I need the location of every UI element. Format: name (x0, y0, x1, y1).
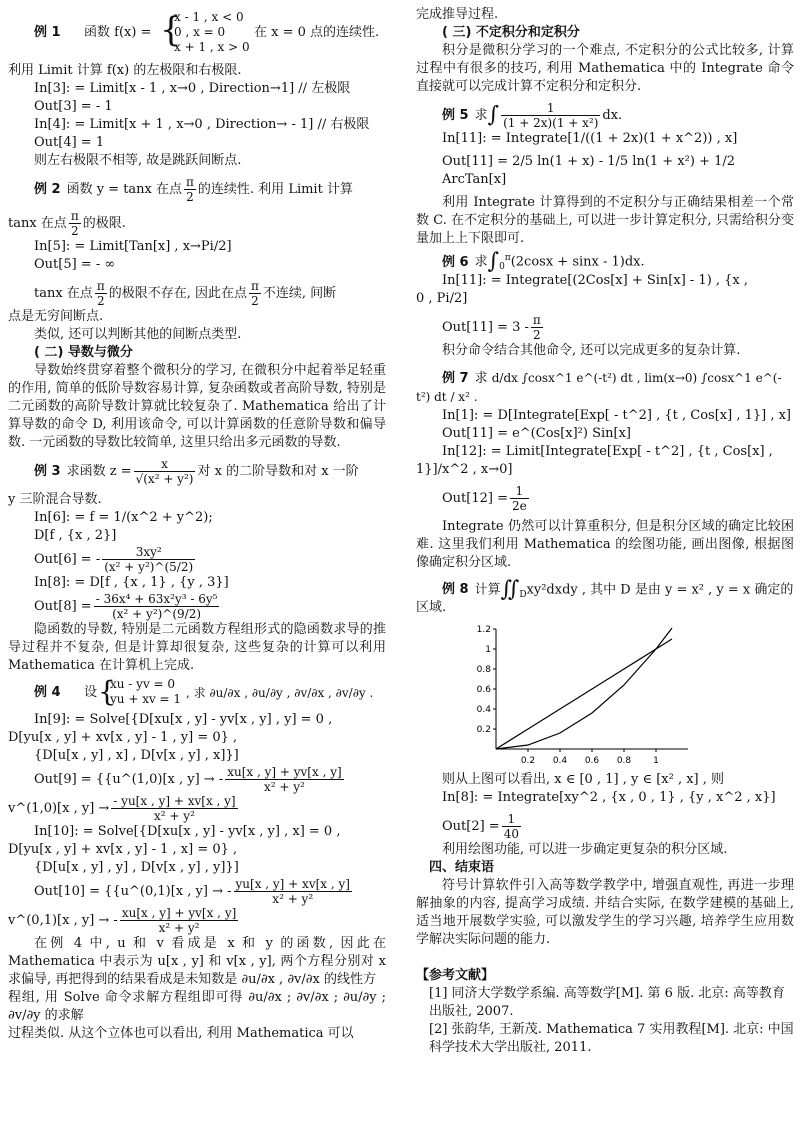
code-out-6 (8, 545, 386, 574)
y-tick-label-2: 0.6 (476, 685, 491, 695)
code-in-10b: D[yu[x , y] + xv[x , y] - 1 , x] = 0} , (8, 842, 238, 857)
system-cases (110, 677, 181, 707)
x-tick-label-0: 0.2 (520, 756, 536, 766)
example-1-line2: 利用 Limit 计算 f(x) 的左极限和右极限. (8, 63, 242, 78)
reference-2: [2] 张韵华, 王新茂. Mathematica 7 实用教程[M]. 北京: 中国科学技术大学出版社, 2011. (429, 1022, 794, 1055)
x-tick-label-4: 1 (653, 756, 659, 766)
example-2-l2b: 的极限. (82, 216, 126, 231)
out10a-label: Out[10] = {{u^(0,1)[x , y] → - (34, 884, 232, 899)
code-in-9b: D[yu[x , y] + xv[x , y] - 1 , y] = 0} , (8, 730, 238, 745)
x-tick-label-2: 0.6 (584, 756, 600, 766)
system-eq-2: yu + xv = 1 (110, 692, 182, 706)
piecewise-case-2: 0 , x = 0 (174, 25, 226, 39)
example-2-c2: 点是无穷间断点. (8, 309, 104, 324)
example-3-label: 例 3 (34, 464, 61, 479)
example-4-para3: 过程类似. 从这个立体也可以看出, 利用 Mathematica 可以 (8, 1026, 354, 1041)
section-2-title: ( 二) 导数与微分 (34, 345, 133, 360)
code-out-2 (416, 812, 794, 841)
code-in-8: In[8]: = D[f , {x , 1} , {y , 3}] (34, 575, 229, 590)
code-in-11a: In[11]: = Integrate[(2Cos[x] + Sin[x] - 1) , {x , (442, 272, 749, 288)
example-8-para: 利用绘图功能, 可以进一步确定更复杂的积分区域. (442, 842, 728, 857)
example-8-body: xy²dxdy , 其中 D 是由 y = x² , y = x 确定的 (526, 582, 794, 597)
limit-upper: π (504, 253, 511, 264)
code-out-9a (8, 765, 386, 794)
code-in-4: In[4]: = Limit[x + 1 , x→0 , Direction→ - 1] // 右极限 (34, 117, 370, 132)
pi-over-2: $\frac{\pi}{2}$ (96, 279, 105, 308)
out12-fraction: $\frac{1}{2e}$ (511, 483, 527, 513)
example-6-line (416, 249, 794, 274)
example-4-tail: , 求 ∂u/∂x , ∂u/∂y , ∂v/∂x , ∂v/∂y . (186, 686, 374, 700)
section-3-para: 积分是微积分学习的一个难点, 不定积分的公式比较多, 计算过程中有很多的技巧, 利用 Mathematica 中的 Integrate 命令直接就可以完成计算不定积分和定积分. (416, 43, 794, 94)
references-title: 【参考文献】 (416, 968, 495, 983)
example-5-label: 例 5 (442, 108, 469, 123)
out6-label: Out[6] = - (34, 552, 101, 567)
code-in-11: In[11]: = Integrate[1/((1 + 2x)(1 + x^2)) , x] (442, 131, 738, 146)
piecewise-case-3: x + 1 , x > 0 (174, 40, 250, 54)
continuation-text: 完成推导过程. (416, 7, 499, 22)
example-2-label: 例 2 (34, 182, 61, 197)
out8-fraction: $\frac{\text{- 36x⁴ + 63x²y³ - 6y⁵}}{\text{(x² + y²)\textasciicircum{}(9/2)}}$ (95, 592, 218, 621)
right-column (416, 6, 794, 1057)
example-1-tail: 在 x = 0 点的连续性. (254, 25, 380, 40)
code-in-9a: In[9]: = Solve[{D[xu[x , y] - yv[x , y] , y] = 0 , (34, 712, 333, 727)
code-in-11b: 0 , Pi/2] (416, 290, 468, 306)
y-tick-label-0: 0.2 (476, 725, 491, 735)
section-4-para: 符号计算软件引入高等数学教学中, 增强直观性, 再进一步理解抽象的内容, 提高学习成绩. 并结合实际, 在数学建模的基础上, 适当地开展数学实验, 可以激发学生的学习兴趣, 培养学生应用数学解决实际问题的能力. (416, 878, 794, 947)
example-6-label: 例 6 (442, 254, 469, 270)
region-d: D (519, 589, 527, 600)
integral-sign: ∫ (487, 102, 500, 128)
c1b: 的极限不存在, 因此在点 (108, 286, 247, 301)
x-tick-label-3: 0.8 (616, 756, 632, 766)
example-1 (8, 6, 386, 62)
example-6-lead: 求 (474, 254, 488, 270)
example-4-para1: 在例 4 中, u 和 v 看成是 x 和 y 的函数, 因此在 Mathematica 中表示为 u[x , y] 和 v[x , y], 两个方程分别对 x 求偏导, 再把得到的结果看成是未知数是 ∂u/∂x , ∂v/∂x 的线性方 (8, 936, 386, 987)
out12-label: Out[12] = (442, 490, 508, 506)
region-plot (466, 621, 696, 771)
example-4 (8, 675, 386, 711)
example-2-c3: 类似, 还可以判断其他的间断点类型. (34, 327, 242, 342)
example-6-para: 积分命令结合其他命令, 还可以完成更多的复杂计算. (442, 342, 741, 358)
c1a: tanx 在点 (34, 286, 93, 301)
y-tick-label-5: 1.2 (476, 625, 491, 635)
example-2-line1 (8, 175, 386, 204)
code-out-8 (8, 592, 386, 621)
example-8-label: 例 8 (442, 582, 469, 597)
out8-label: Out[8] = (34, 599, 92, 614)
example-5-para: 利用 Integrate 计算得到的不定积分与正确结果相差一个常数 C. 在不定积分的基础上, 可以进一步计算定积分, 只需给积分变量加上上下限即可. (416, 195, 794, 246)
code-in-1: In[1]: = D[Integrate[Exp[ - t^2] , {t , Cos[x] , 1}] , x] (442, 407, 792, 423)
limit-lower: 0 (499, 262, 505, 273)
example-7-lead: 求 (474, 370, 488, 386)
example-3-fraction: $\frac{x}{\text{√(x² + y²)}}$ (135, 457, 194, 486)
piecewise-brace: { (160, 10, 182, 50)
series-line-1 (496, 628, 672, 749)
out10b-label: v^(0,1)[x , y] → - (8, 913, 118, 928)
example-5-lead: 求 (474, 108, 488, 123)
example-3-lead: 求函数 z = (66, 464, 132, 479)
section-3-title: ( 三) 不定积分和定积分 (442, 25, 580, 40)
out9b-label: v^(1,0)[x , y] → (8, 801, 110, 816)
pi-over-2: $\frac{\pi}{2}$ (250, 279, 259, 308)
code-out-11-ex7: Out[11] = e^(Cos[x]²) Sin[x] (442, 425, 632, 441)
code-out-4: Out[4] = 1 (34, 135, 105, 150)
y-tick-label-3: 0.8 (476, 665, 491, 675)
code-in-8-ex8: In[8]: = Integrate[xy^2 , {x , 0 , 1} , {y , x^2 , x}] (442, 790, 776, 805)
example-3-tail: 对 x 的二阶导数和对 x 一阶 (197, 464, 359, 479)
code-in-3: In[3]: = Limit[x - 1 , x→0 , Direction→1] // 左极限 (34, 81, 351, 96)
pi-over-2: $\frac{\pi}{2}$ (532, 312, 541, 342)
example-8-lead: 计算 (474, 582, 501, 597)
example-7-line (416, 369, 794, 407)
code-in-6: In[6]: = f = 1/(x^2 + y^2); (34, 510, 213, 525)
code-in-6b: D[f , {x , 2}] (34, 528, 117, 543)
example-7-expr: d/dx ∫cosx^1 e^(-t²) dt , lim(x→0) ∫cosx^1 e^(-t²) dt / x² . (416, 370, 782, 404)
series-line-0 (496, 639, 672, 749)
example-7-label: 例 7 (442, 370, 469, 386)
example-8-line2: 区域. (416, 600, 447, 615)
example-7-para: Integrate 仍然可以计算重积分, 但是积分区域的确定比较困难. 这里我们利用 Mathematica 的绘图功能, 画出图像, 根据图像确定积分区域. (416, 518, 794, 570)
y-tick-label-4: 1 (485, 645, 491, 655)
x-tick-label-1: 0.4 (552, 756, 568, 766)
section-2-para: 导数始终贯穿着整个微积分的学习, 在微积分中起着举足轻重的作用, 简单的低阶导数容易计算, 复杂函数或者高阶导数, 特别是二元函数的高阶导数计算就比较复杂了. Mathematica 给出了计算导数的命令 D, 利用该命令, 可以计算函数的任意阶导数和偏导数. 一元函数的导数比较简单, 这里只给出多元函数的导数. (8, 363, 386, 450)
example-8-after: 则从上图可以看出, x ∈ [0 , 1] , y ∈ [x² , x] , 则 (442, 772, 725, 787)
example-2-tail: 的连续性. 利用 Limit 计算 (197, 182, 353, 197)
example-5-line (416, 101, 794, 130)
example-4-para2: 程组, 用 Solve 命令求解方程组即可得 ∂u/∂x ; ∂v/∂x ; ∂u/∂y ; ∂v/∂y 的求解 (8, 990, 386, 1023)
example-5-tail: dx. (602, 108, 623, 123)
example-2-line2 (8, 209, 386, 238)
y-tick-label-1: 0.4 (476, 705, 491, 715)
out10a-fraction: $\frac{yu[x , y] + xv[x , y]}{\text{x² + y²}}$ (235, 877, 350, 906)
out11-label: Out[11] = 3 - (442, 319, 529, 335)
code-in-10c: {D[u[x , y] , y] , D[v[x , y] , y]}] (34, 860, 239, 875)
example-1-conclusion: 则左右极限不相等, 故是跳跃间断点. (34, 153, 242, 168)
example-3-para: 隐函数的导数, 特别是二元函数方程组形式的隐函数求导的推导过程并不复杂, 但是计算却很复杂, 这些复杂的计算可以利用 Mathematica 在计算机上完成. (8, 622, 386, 673)
out6-fraction: $\frac{\text{3xy²}}{\text{(x² + y²)\textasciicircum{}(5/2)}}$ (104, 545, 194, 574)
integral-sign: ∫ (487, 249, 500, 274)
example-2-conclusion (8, 279, 386, 308)
example-1-lead: 函数 f(x) = (84, 25, 152, 40)
piecewise-cases (174, 10, 250, 55)
example-3-line2: y 三阶混合导数. (8, 492, 102, 507)
piecewise-case-1: x - 1 , x < 0 (174, 10, 244, 24)
out9a-label: Out[9] = {{u^(1,0)[x , y] → - (34, 772, 224, 787)
code-out-11-ex6 (416, 313, 794, 342)
example-4-lead: 设 (84, 685, 98, 700)
code-out-5: Out[5] = - ∞ (34, 257, 116, 272)
c1c: 不连续, 间断 (262, 286, 337, 301)
code-out-3: Out[3] = - 1 (34, 99, 113, 114)
example-1-label: 例 1 (34, 25, 61, 40)
example-2-lead: 函数 y = tanx 在点 (66, 182, 183, 197)
code-in-9c: {D[u[x , y] , x] , D[v[x , y] , x]}] (34, 748, 239, 763)
code-out-9b (8, 794, 386, 823)
left-column (8, 6, 386, 1043)
code-in-10a: In[10]: = Solve[{D[xu[x , y] - yv[x , y] , x] = 0 , (34, 824, 341, 839)
out2-label: Out[2] = (442, 819, 500, 834)
code-in-5: In[5]: = Limit[Tan[x] , x→Pi/2] (34, 239, 232, 254)
example-4-label: 例 4 (34, 685, 61, 700)
example-6-body: (2cosx + sinx - 1)dx. (510, 254, 645, 270)
out2-fraction: $\frac{1}{40}$ (503, 812, 519, 841)
example-2-l2a: tanx 在点 (8, 216, 67, 231)
code-in-12b: 1}]/x^2 , x→0] (416, 461, 513, 477)
example-5-fraction: $\frac{1}{\text{(1 + 2x)(1 + x²)}}$ (503, 101, 599, 130)
code-out-11: Out[11] = 2/5 ln(1 + x) - 1/5 ln(1 + x²) + 1/2 ArcTan[x] (442, 154, 736, 187)
out9a-fraction: $\frac{xu[x , y] + yv[x , y]}{\text{x² + y²}}$ (227, 765, 342, 794)
example-8-line (416, 576, 794, 602)
code-out-12 (416, 484, 794, 513)
out10b-fraction: $\frac{xu[x , y] + yv[x , y]}{\text{x² + y²}}$ (121, 906, 237, 935)
system-eq-1: xu - yv = 0 (110, 677, 176, 691)
code-out-10a (8, 877, 386, 906)
reference-1: [1] 同济大学数学系编. 高等数学[M]. 第 6 版. 北京: 高等教育出版社, 2007. (429, 986, 785, 1019)
double-integral-sign: ∬ (500, 576, 520, 602)
section-4-title: 四、结束语 (429, 860, 495, 875)
code-in-12a: In[12]: = Limit[Integrate[Exp[ - t^2] , {t , Cos[x] , (442, 443, 773, 459)
system-brace: { (98, 675, 116, 708)
example-3-line1 (8, 457, 386, 486)
out9b-fraction: $\frac{- yu[x , y] + xv[x , y]}{\text{x² + y²}}$ (113, 794, 236, 823)
pi-over-2: $\frac{\pi}{2}$ (70, 209, 79, 238)
code-out-10b (8, 906, 386, 935)
pi-over-2: $\frac{\pi}{2}$ (186, 175, 194, 204)
